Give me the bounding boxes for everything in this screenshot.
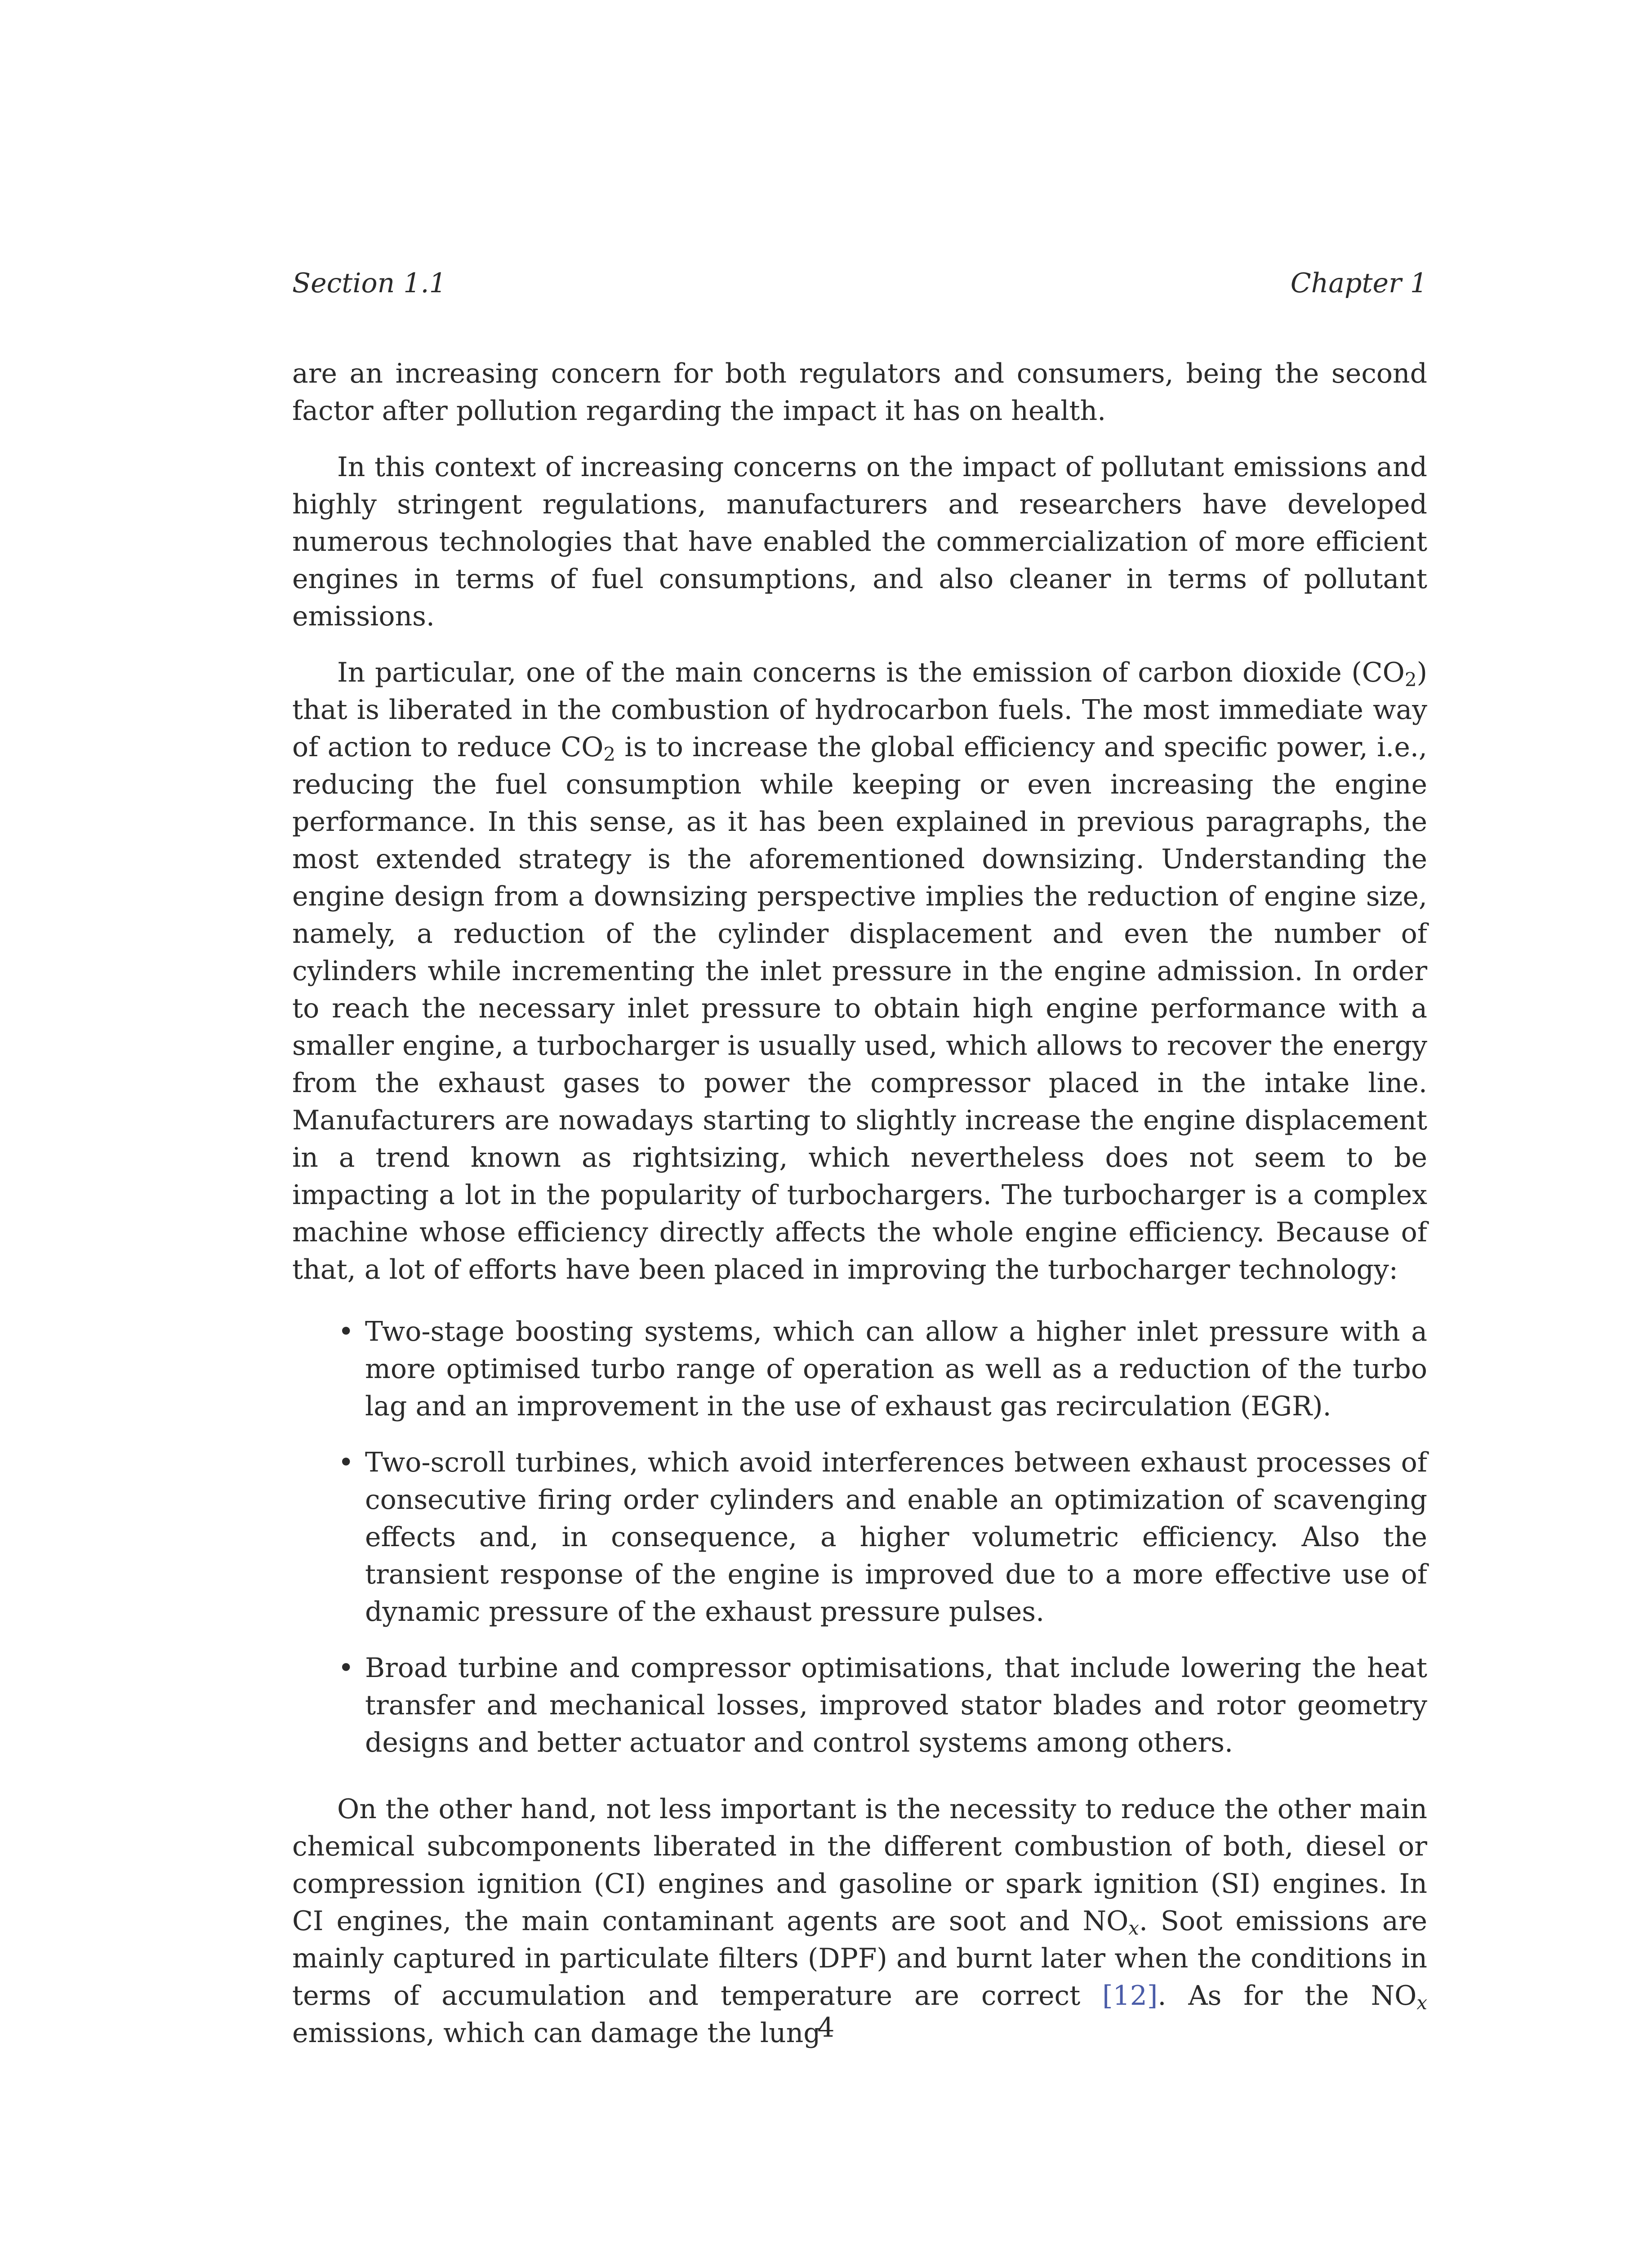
paragraph-3-text-c: is to increase the global efficiency and specific power, i.e., reducing the fuel consumption while keeping or even increasing the engine performance. In this sense, as it has been explained in previous paragraphs, the most extended strategy is the aforementioned downsizing. Understanding the engine design from a downsizing perspective implies the reduction of engine size, namely, a reduction of the cylinder displacement and even the number of cylinders while incrementing the inlet pressure in the engine admission. In order to reach the necessary inlet pressure to obtain high engine performance with a smaller engine, a turbocharger is usually used, which allows to recover the energy from the exhaust gases to power the compressor placed in the intake line. Manufacturers are nowadays starting to slightly increase the engine displacement in a trend known as rightsizing, which nevertheless does not seem to be impacting a lot in the popularity of turbochargers. The turbocharger is a complex machine whose efficiency directly affects the whole engine efficiency. Because of that, a lot of efforts have been placed in improving the turbocharger technology: xyxy=(292,731,1428,1285)
header-chapter: Chapter 1 xyxy=(1290,268,1427,299)
running-header xyxy=(292,265,1427,306)
paragraph-4-text-a: On the other hand, not less important is the necessity to reduce the other main chemical subcomponents liberated in the different combustion of both, diesel or compression ignition (CI) engines and gasoline or spark ignition (SI) engines. In CI engines, the main contaminant agents are soot and NO xyxy=(292,1793,1427,1937)
page-body xyxy=(292,355,1427,2071)
bullet-icon: • xyxy=(338,1652,354,1684)
header-section: Section 1.1 xyxy=(292,268,446,299)
paragraph-3 xyxy=(292,654,1427,1289)
paragraph-3-text-b: ) that is liberated in the combustion of hydrocarbon fuels. The most immediate way of action to reduce CO xyxy=(292,657,1427,763)
paragraph-4-text-c: . As for the NO xyxy=(1158,1980,1417,2012)
nox-subscript: x xyxy=(1416,1992,1427,2014)
paragraph-3-text-a: In particular, one of the main concerns is the emission of carbon dioxide (CO xyxy=(337,657,1405,688)
paragraph-2: In this context of increasing concerns on the impact of pollutant emissions and highly stringent regulations, manufacturers and researchers have developed numerous technologies that have enabled the commercialization of more efficient engines in terms of fuel consumptions, and also cleaner in terms of pollutant emissions. xyxy=(292,451,1427,632)
paragraph-4-text-b: . Soot emissions are mainly captured in particulate filters (DPF) and burnt later when the conditions in terms of accumulation and temperature are correct xyxy=(292,1905,1427,2012)
list-item xyxy=(338,1313,1427,1425)
list-item-text: Two-scroll turbines, which avoid interferences between exhaust processes of consecutive firing order cylinders and enable an optimization of scavenging effects and, in consequence, a higher volumetric efficiency. Also the transient response of the engine is improved due to a more effective use of dynamic pressure of the exhaust pressure pulses. xyxy=(365,1447,1427,1628)
paragraph-1: are an increasing concern for both regulators and consumers, being the second factor after pollution regarding the impact it has on health. xyxy=(292,358,1427,427)
paragraph-4-text-d: emissions, which can damage the lung xyxy=(292,2017,821,2049)
list-item xyxy=(338,1650,1427,1762)
nox-subscript: x xyxy=(1128,1917,1139,1939)
list-item-text: Broad turbine and compressor optimisations, that include lowering the heat transfer and mechanical losses, improved stator blades and rotor geometry designs and better actuator and control systems among others. xyxy=(365,1652,1427,1758)
co2-subscript: 2 xyxy=(603,743,616,765)
page-number: 4 xyxy=(817,2012,835,2043)
list-item xyxy=(338,1444,1427,1631)
citation-link[interactable]: [12] xyxy=(1102,1980,1158,2012)
bullet-icon: • xyxy=(338,1447,354,1478)
co2-subscript: 2 xyxy=(1404,669,1417,691)
bullet-icon: • xyxy=(338,1316,354,1347)
turbocharger-technology-list xyxy=(292,1313,1427,1762)
list-item-text: Two-stage boosting systems, which can allow a higher inlet pressure with a more optimised turbo range of operation as well as a reduction of the turbo lag and an improvement in the use of exhaust gas recirculation (EGR). xyxy=(365,1316,1427,1422)
